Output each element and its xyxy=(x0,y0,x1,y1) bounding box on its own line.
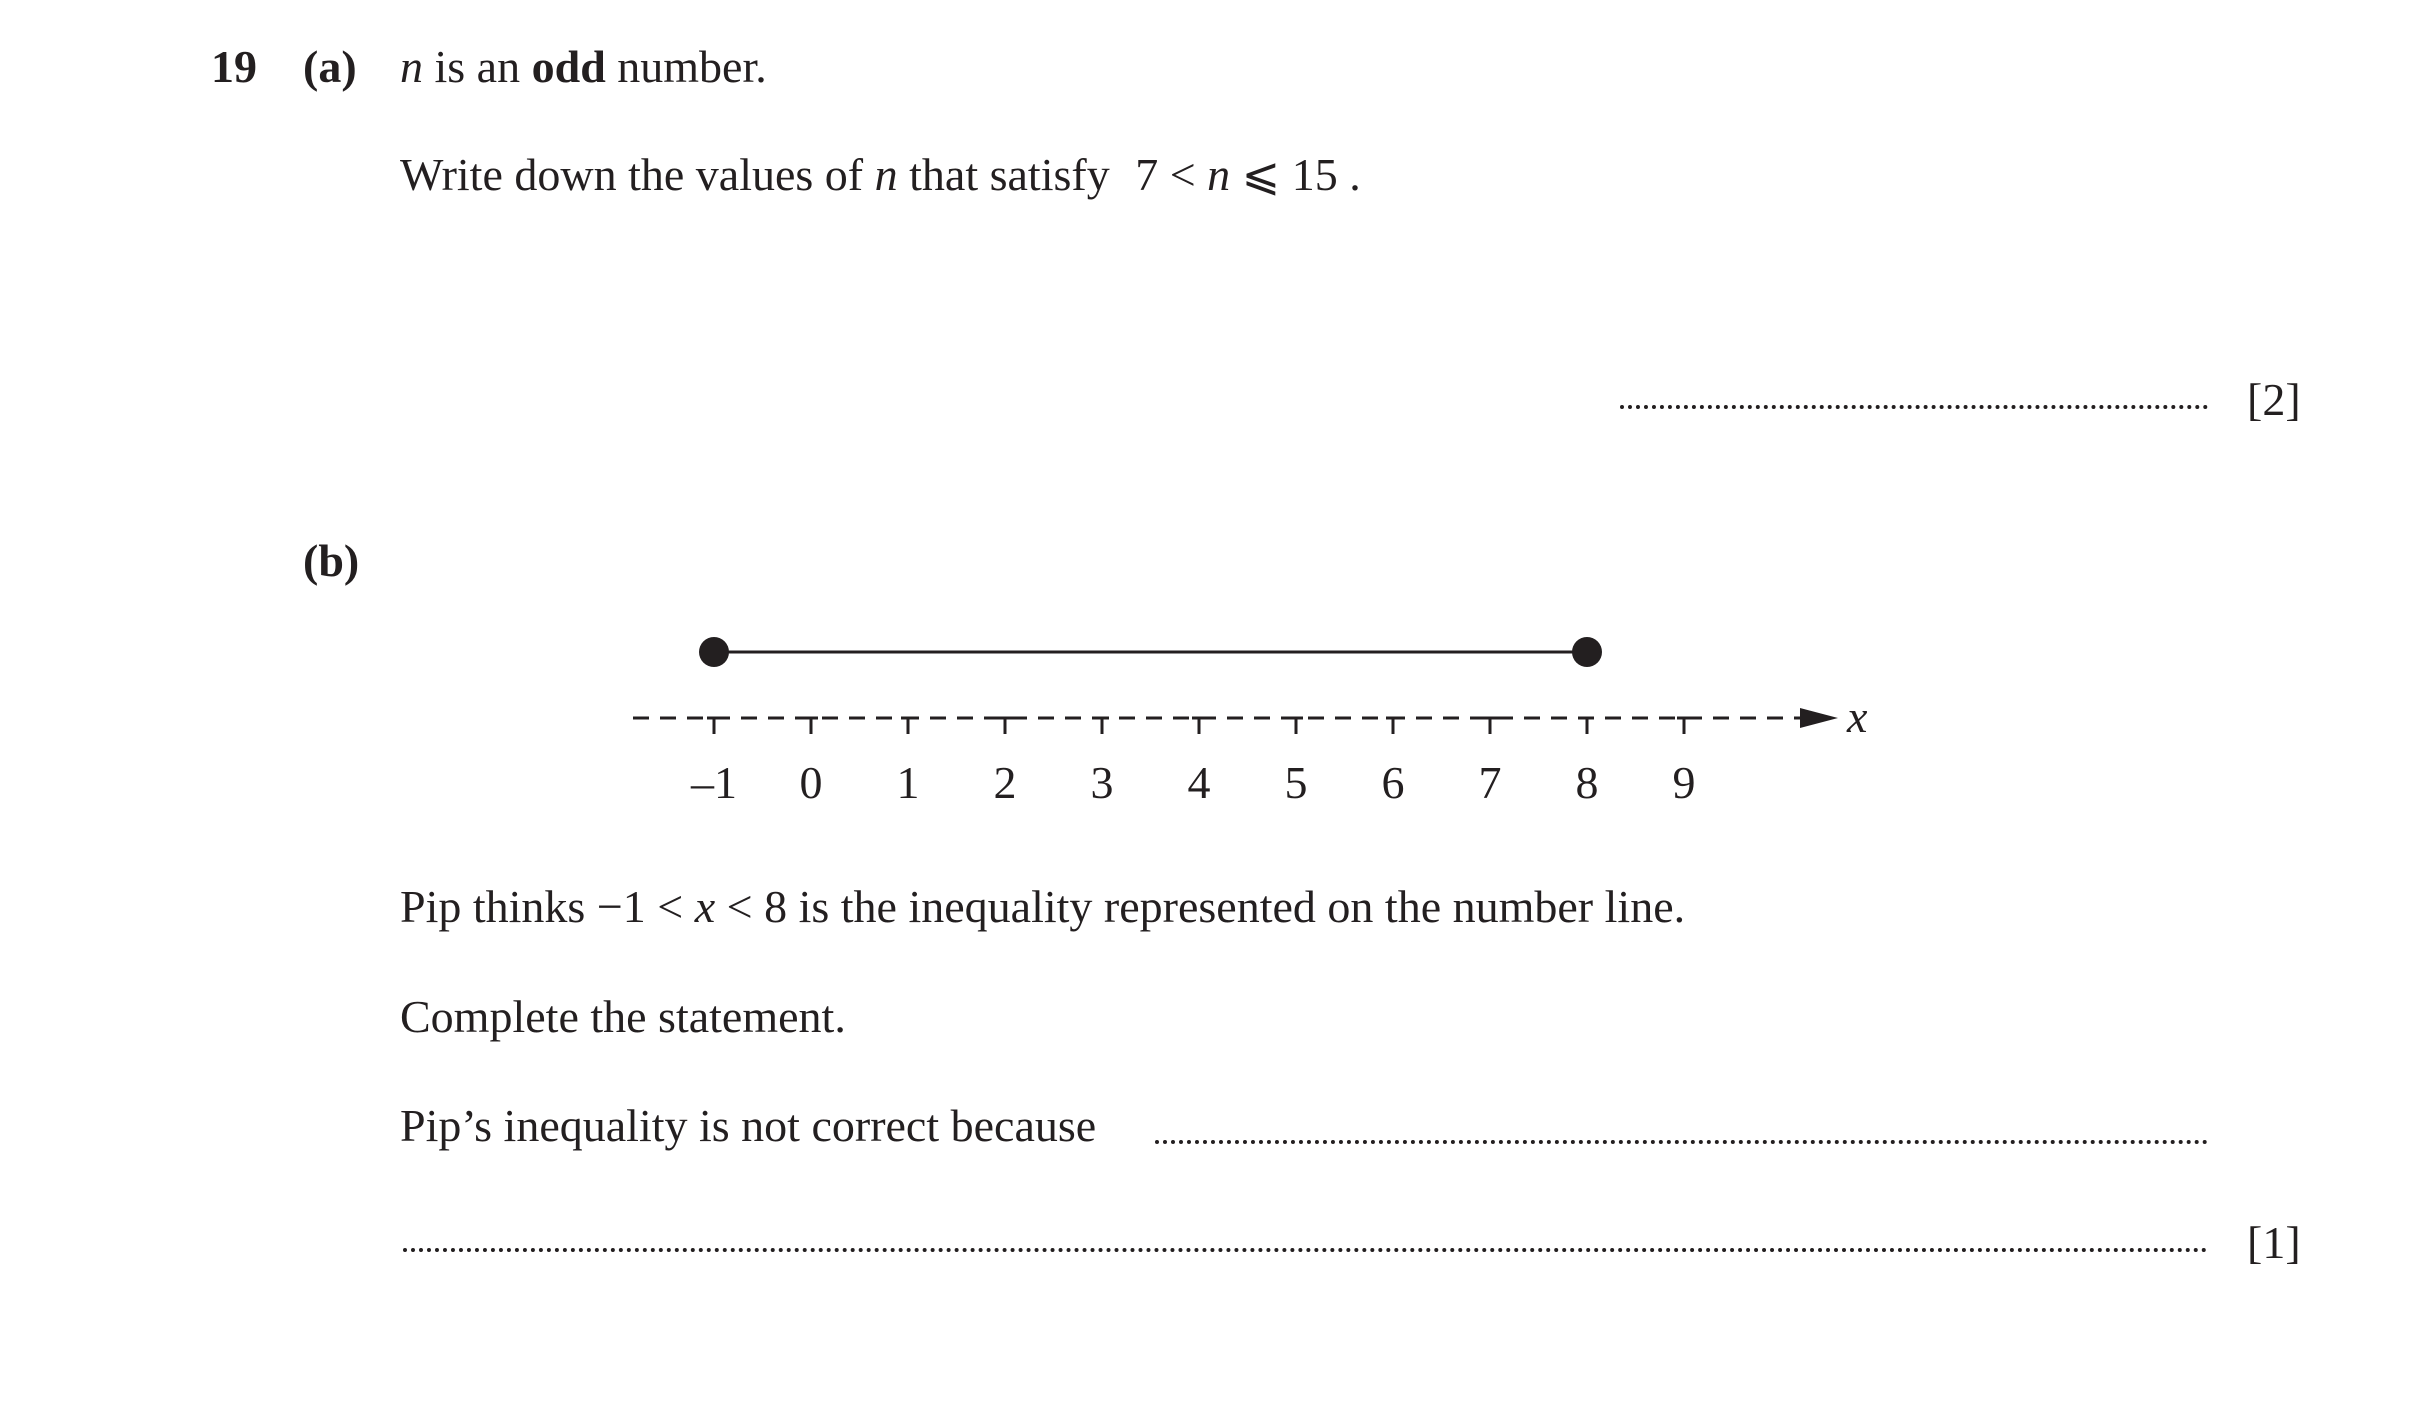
marks-b: [1] xyxy=(2247,1217,2301,1268)
tick-label: 9 xyxy=(1672,757,1696,808)
tick-label: 2 xyxy=(993,757,1017,808)
part-a-label: (a) xyxy=(303,41,357,92)
part-b-label: (b) xyxy=(303,535,360,586)
line2-suffix: that satisfy xyxy=(897,149,1122,200)
pip-statement xyxy=(400,881,1686,932)
tick-label: 7 xyxy=(1478,757,1502,808)
instruction: Complete the statement. xyxy=(400,991,846,1042)
number-line xyxy=(0,600,2419,820)
tick-label: 5 xyxy=(1284,757,1308,808)
question-number: 19 xyxy=(211,41,257,92)
axis-arrow-icon xyxy=(1800,708,1838,728)
line1-text2: number. xyxy=(605,41,767,92)
line1-text1: is an xyxy=(423,41,532,92)
segment-start-circle xyxy=(699,637,729,667)
ineq-var: n xyxy=(1207,149,1231,200)
odd-word: odd xyxy=(531,41,606,92)
tick-label: 8 xyxy=(1575,757,1599,808)
answer-line-a[interactable] xyxy=(1620,405,2208,409)
statement-suffix: is the inequality represented on the number line. xyxy=(787,881,1686,932)
segment-end-circle xyxy=(1572,637,1602,667)
part-a-line1 xyxy=(400,41,767,92)
line2-prefix: Write down the values of xyxy=(400,149,875,200)
variable-n: n xyxy=(874,149,898,200)
part-a-line2 xyxy=(400,149,1361,200)
tick-label: 0 xyxy=(799,757,823,808)
tick-label: 3 xyxy=(1090,757,1114,808)
answer-line-b1[interactable] xyxy=(1155,1140,2208,1144)
statement-prefix: Pip thinks xyxy=(400,881,597,932)
tick-label: 6 xyxy=(1381,757,1405,808)
marks-a: [2] xyxy=(2247,374,2301,425)
axis-label-x: x xyxy=(1847,691,1868,742)
number-line-ticks xyxy=(690,718,1696,808)
answer-line-b2[interactable] xyxy=(403,1248,2208,1252)
tick-label: –1 xyxy=(691,757,737,808)
answer-prompt: Pip’s inequality is not correct because xyxy=(400,1100,1097,1151)
statement-ineq-left: −1 < xyxy=(596,881,695,932)
tick-label: 4 xyxy=(1187,757,1211,808)
statement-ineq-right: < 8 xyxy=(715,881,788,932)
ineq-right: ⩽ 15 . xyxy=(1230,149,1361,200)
statement-var: x xyxy=(694,881,716,932)
tick-label: 1 xyxy=(896,757,920,808)
ineq-left: 7 < xyxy=(1135,149,1208,200)
variable-n: n xyxy=(400,41,423,92)
